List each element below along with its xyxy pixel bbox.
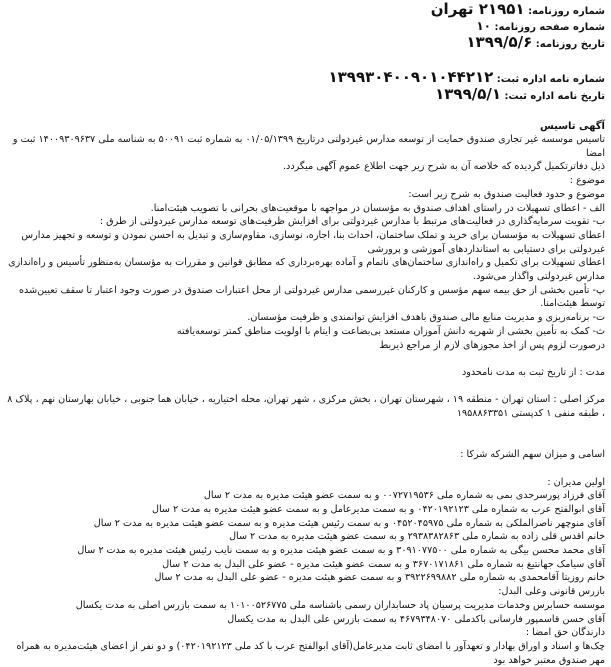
inspector-entry: موسسه حسابرس وخدمات مدیریت پرسیان پاد حسابداران رسمی باشناسه ملی ۱۰۱۰۰۵۲۶۷۷۵ به سمت بازرس اصلی به مدت یکسال: [75, 599, 605, 611]
newspaper-number-line: [6, 2, 605, 19]
subject-item: ث- کمک به تأمین بخشی از شهریه دانش آموزان مستعد بی‌بضاعت و ایتام با اولویت مناطق کمتر توسعه‌یافته: [176, 325, 605, 337]
subject-item: ت- برنامه‌ریزی و مدیریت منابع مالی صندوق باهدف افزایش توانمندی و ظرفیت مؤسسان.: [247, 312, 605, 324]
subject-item: درصورت لزوم پس از اخذ مجوزهای لازم از مراجع ذیربط: [379, 339, 605, 351]
manager-entry: آقای محمد محسن بیگی به شماره ملی ۳۰۹۱۰۷۷۵۰۰ و به سمت عضو هیئت مدیره و به سمت نایب رئیس هیئت مدیره به مدت ۲ سال: [77, 545, 605, 557]
office-letter-number-value: ۱۳۹۹۳۰۴۰۰۹۰۱۰۴۴۲۱۲: [328, 68, 494, 86]
subject-intro: موضوع و حدود فعالیت صندوق به شرح زیر است:: [408, 188, 605, 200]
address: مرکز اصلی : استان تهران - منطقه ۱۹ ، شهرستان تهران ، بخش مرکزی ، شهر تهران، محله اختیاریه ، خیابان هما جنوبی ، خیابان بهارستان نهم ، پلاک ۸ ، طبقه منفی ۱ کدپستی ۱۹۵۸۸۶۳۳۵۱: [7, 394, 605, 420]
subject-item: ب- تقویت سرمایه‌گذاری در فعالیت‌های مرتبط با مدارس غیردولتی برای افزایش ظرفیت‌های توسعه مدارس غیردولتی از طرق :: [99, 216, 605, 228]
announcement-body: [6, 133, 605, 667]
office-letter-number-line: [6, 70, 605, 87]
subject-item: پ- تأمین بخشی از حق بیمه سهم مؤسس و کارکنان غیررسمی مدارس غیردولتی از محل اعتبارات صندوق در صورت وجود اعتبار تا سقف تعیین‌شده توسط هیئت‌امنا.: [19, 284, 605, 310]
office-letter-number-label: شماره نامه اداره ثبت:: [496, 74, 605, 85]
signatories-text: چک‌ها و اسناد و اوراق بهادار و تعهدآور با امضای ثابت مدیرعامل(آقای ابوالفتح عرب با کد ملی ۰۴۲۰۱۹۲۱۲۳) و دو نفر از اعضای هیئت‌مدیره به همراه مهر صندوق معتبر خواهد بود: [16, 640, 605, 666]
subject-item: اعطای تسهیلات برای تکمیل و راه‌اندازی ساختمان‌های ناتمام و آماده بهره‌برداری که مطابق قوانین و مقررات به مؤسسان به‌منظور تأسیس و راه‌اندازی مدارس غیردولتی واگذار می‌شود.: [8, 257, 605, 283]
inspector-entry: آقای حسن قاسمپور فارسانی باکدملی ۴۶۷۹۳۴۸۰۷۰ به سمت بازرس علی البدل به مدت یکسال: [227, 613, 605, 625]
signatories-heading: دارندگان حق امضا :: [525, 627, 605, 639]
subject-item: الف - اعطای تسهیلات در راستای اهداف صندوق به مؤسسان در مواجهه با موقعیت‌های بحرانی با تصویب هیئت‌امنا.: [150, 202, 605, 214]
manager-entry: خانم اقدس قلی زاده به شماره ملی ۲۹۳۸۳۸۲۸۶۳ و به سمت عضو هیئت مدیره به مدت ۲ سال: [229, 531, 605, 543]
intro-line-2: ذیل دفاترتکمیل گردیده که خلاصه آن به شرح زیر جهت اطلاع عموم آگهی میگردد.: [283, 161, 605, 173]
manager-entry: آقای سیامک جهانتیغ به شماره ملی ۳۶۷۰۱۷۱۸۶۱ و به سمت عضو هیئت مدیره - عضو علی البدل به مدت ۲ سال: [162, 558, 605, 570]
intro-line-1: تاسیس موسسه غیر تجاری صندوق حمایت از توسعه مدارس غیردولتی درتاریخ ۰۱/۰۵/۱۳۹۹ به شماره ثبت ۵۰۰۹۱ به شناسه ملی ۱۴۰۰۹۳۰۹۶۳۷ ثبت و امضا: [12, 134, 605, 159]
office-letter-date-label: تاریخ نامه اداره ثبت:: [504, 91, 605, 102]
subject-heading: موضوع :: [569, 175, 605, 187]
shareholders-heading: اسامی و میزان سهم الشرکه شرکا :: [460, 449, 605, 461]
office-letter-date-value: ۱۳۹۹/۵/۱: [435, 85, 501, 103]
manager-entry: آقای فرزاد پورسرحدی بمی به شماره ملی ۰۰۷۲۷۱۹۵۳۶ و به سمت عضو هیئت مدیره به مدت ۲ سال: [203, 490, 605, 502]
newspaper-number-value: ۲۱۹۵۱ تهران: [430, 0, 525, 18]
newspaper-date-value: ۱۳۹۹/۵/۶: [466, 33, 533, 51]
page-number-value: ۱۰: [476, 19, 491, 33]
duration: مدت : از تاریخ ثبت به مدت نامحدود: [461, 366, 605, 378]
newspaper-meta: [6, 0, 605, 52]
spacer: [6, 462, 605, 476]
spacer: [6, 352, 605, 366]
manager-entry: خانم روزیتا آقامحمدی به شماره ملی ۳۹۲۲۶۹۹۸۸۲ و به سمت عضو هیئت مدیره - عضو علی البدل به مدت ۲ سال: [154, 572, 605, 584]
registry-meta: [6, 68, 605, 104]
newspaper-number-label: شماره روزنامه:: [528, 6, 605, 17]
inspectors-heading: بازرس قانونی وعلی البدل:: [498, 586, 605, 598]
newspaper-date-line: [6, 35, 605, 52]
manager-entry: آقای ابوالفتح عرب به شماره ملی ۰۴۲۰۱۹۲۱۲۳ و به سمت مدیرعامل و به سمت عضو هیئت مدیره به مدت ۲ سال: [151, 503, 605, 515]
newspaper-date-label: تاریخ روزنامه:: [535, 39, 605, 50]
spacer: [6, 421, 605, 448]
subject-item: اعطای تسهیلات به مؤسسان برای خرید و تملک ساختمان، احداث بنا، اجاره، نوسازی، مقاوم‌سازی و تبدیل به احسن نمودن و توسعه و تجهیز مدارس غیردولتی برای دستیابی به استانداردهای آموزشی و پرورشی: [21, 229, 605, 255]
announcement-title: آگهی تاسیس: [539, 121, 605, 132]
office-letter-date-line: [6, 87, 605, 104]
first-managers-heading: اولین مدیران :: [547, 476, 605, 488]
spacer: [6, 380, 605, 394]
manager-entry: آقای منوچهر ناصرالملکی به شماره ملی ۰۴۵۲۰۴۵۹۷۵ و به سمت رئیس هیئت مدیره و به سمت عضو هیئت مدیره به مدت ۲ سال: [93, 517, 605, 529]
page-number-label: شماره صفحه روزنامه:: [494, 22, 605, 33]
